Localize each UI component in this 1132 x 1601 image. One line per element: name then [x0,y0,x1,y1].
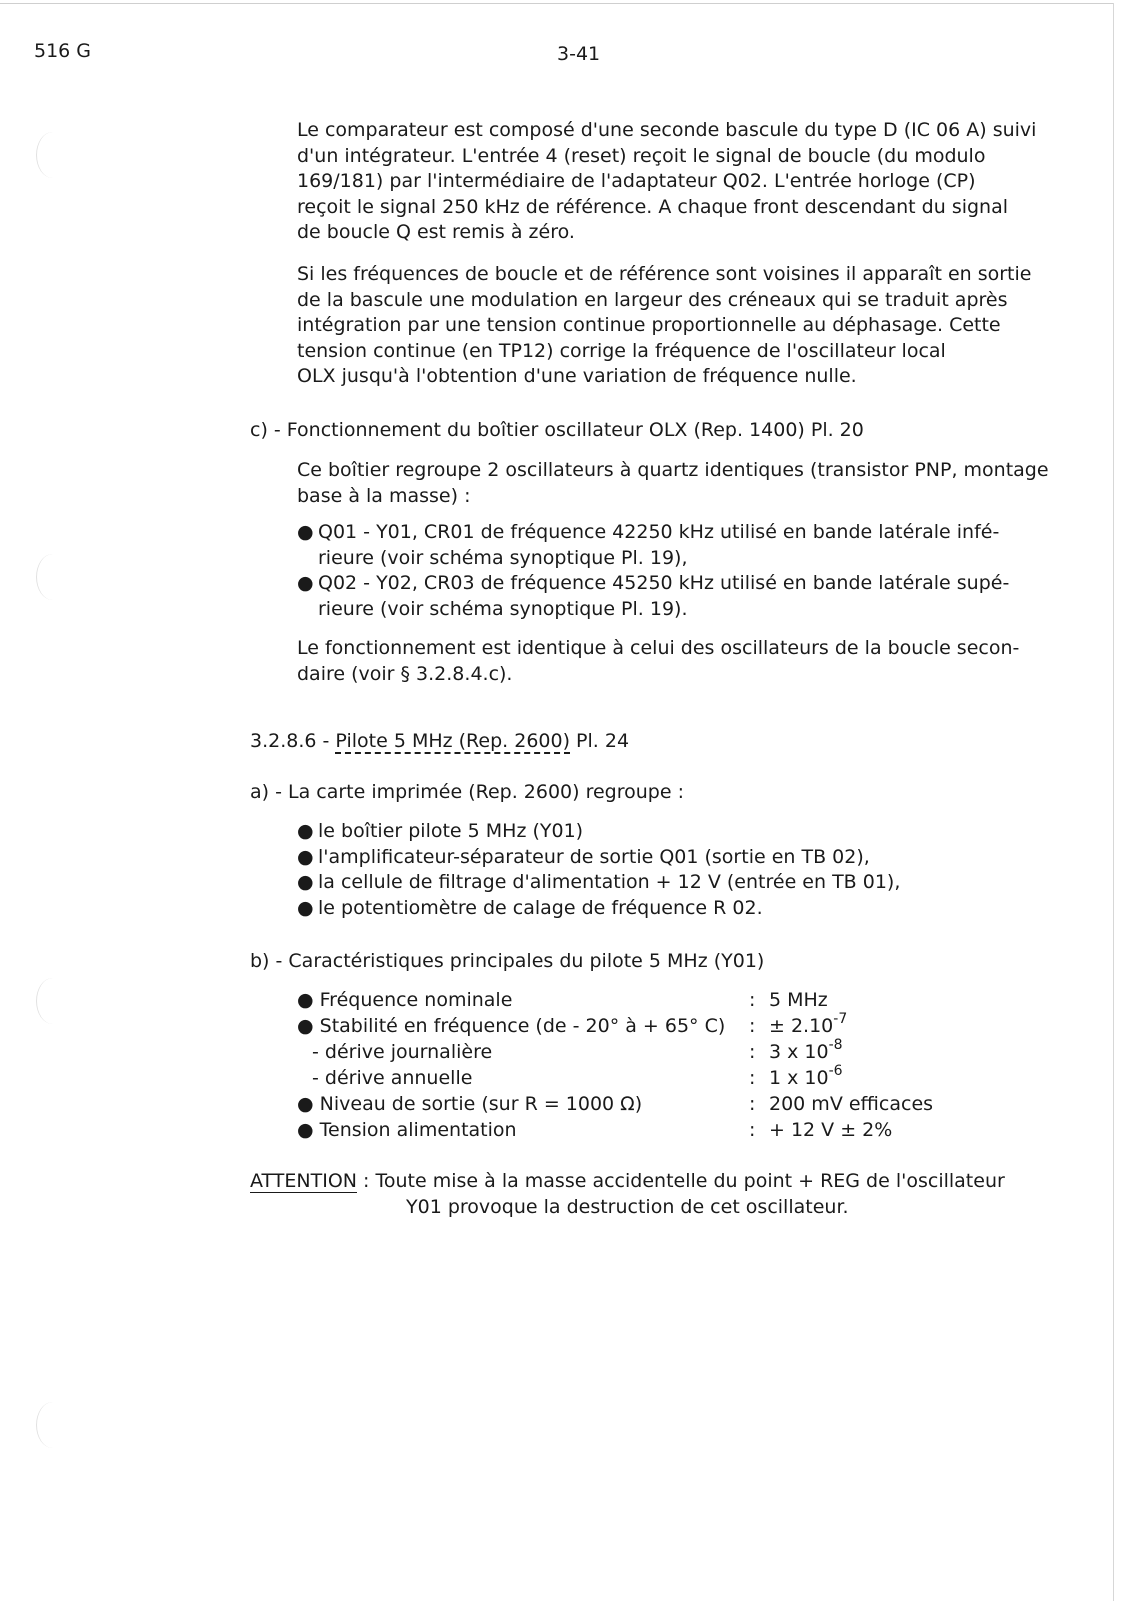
spec-exponent: -7 [833,1010,848,1027]
list-item-text: Q01 - Y01, CR01 de fréquence 42250 kHz utilisé en bande latérale infé- [318,521,1000,543]
spec-label [297,1093,642,1115]
spec-value-text: ± 2.10 [769,1015,834,1037]
list-item-text: Q02 - Y02, CR03 de fréquence 45250 kHz utilisé en bande latérale supé- [318,572,1010,594]
text-line: daire (voir § 3.2.8.4.c). [297,662,513,685]
spec-separator: : [749,1015,756,1037]
spec-label-text: Niveau de sortie (sur R = 1000 Ω) [319,1093,643,1115]
spec-label [312,1041,492,1063]
spec-label-text: Fréquence nominale [319,989,513,1011]
spec-label-text: Tension alimentation [319,1119,517,1141]
section-c-intro [297,458,1049,509]
section-plate-ref: Pl. 24 [576,730,630,752]
spec-label [312,1067,472,1089]
punch-hole-mark [36,554,69,600]
attention-line-1: Toute mise à la masse accidentelle du point + REG de l'oscillateur [375,1170,1005,1192]
bullet-icon: ● [297,1093,314,1115]
spec-value-text: + 12 V ± 2% [769,1119,893,1141]
list-item-text: l'amplificateur-séparateur de sortie Q01 (sortie en TB 02), [318,845,870,868]
bullet-icon: ● [297,989,314,1011]
spec-value [769,1036,843,1063]
spec-label-text: Stabilité en fréquence (de - 20° à + 65° C) [319,1015,726,1037]
spec-label-text: - dérive annuelle [312,1067,473,1089]
spec-exponent: -6 [828,1062,843,1079]
list-item [297,870,900,896]
spec-row [297,1010,997,1041]
text-line: Si les fréquences de boucle et de référence sont voisines il apparaît en sortie [297,263,1032,285]
spec-row [312,1062,1012,1093]
spec-value [769,989,828,1011]
spec-separator: : [749,1119,756,1141]
list-item-text: la cellule de filtrage d'alimentation + 12 V (entrée en TB 01), [318,871,901,893]
bullet-icon: ● [297,845,314,868]
spec-separator: : [749,1067,756,1089]
spec-row [297,1093,997,1119]
text-line: Le comparateur est composé d'une seconde bascule du type D (IC 06 A) suivi [297,119,1037,141]
spec-separator: : [749,1041,756,1063]
list-item [297,819,900,845]
bullet-icon: ● [297,896,314,919]
spec-row [297,989,997,1015]
spec-separator: : [749,989,756,1011]
subsection-a-heading: a) - La carte imprimée (Rep. 2600) regroupe : [250,781,684,803]
section-title: Pilote 5 MHz (Rep. 2600) [335,730,570,752]
attention-note [250,1170,1005,1192]
bullet-icon: ● [297,820,314,842]
text-line: Le fonctionnement est identique à celui des oscillateurs de la boucle secon- [297,637,1020,659]
list-item-continuation: rieure (voir schéma synoptique Pl. 19). [318,597,688,620]
bullet-icon: ● [297,871,314,893]
text-line: OLX jusqu'à l'obtention d'une variation de fréquence nulle. [297,365,857,387]
attention-line-2: Y01 provoque la destruction de cet oscillateur. [406,1196,849,1218]
section-c-outro [297,636,1019,687]
spec-label [297,1015,725,1037]
paragraph-comparator [297,118,1036,246]
spec-value-text: 3 x 10 [769,1041,829,1063]
section-3286-heading [250,730,629,752]
bullet-icon: ● [297,1119,314,1141]
text-line: tension continue (en TP12) corrige la fréquence de l'oscillateur local [297,339,946,362]
punch-hole-mark [36,132,69,178]
subsection-a-bullet-list [297,819,900,921]
spec-label [297,989,512,1011]
attention-separator: : [363,1170,370,1192]
spec-row [312,1036,1012,1067]
list-item [297,571,1009,597]
spec-value [769,1062,843,1089]
text-line: 169/181) par l'intermédiaire de l'adaptateur Q02. L'entrée horloge (CP) [297,170,976,192]
text-line: base à la masse) : [297,484,471,507]
bullet-icon: ● [297,521,314,543]
list-item [297,520,1009,546]
punch-hole-mark [36,1402,69,1448]
text-line: de la bascule une modulation en largeur des créneaux qui se traduit après [297,288,1008,311]
spec-value [769,1010,848,1037]
spec-row [297,1119,997,1145]
spec-label [297,1119,517,1141]
paragraph-frequency-loop [297,262,1031,390]
spec-value-text: 200 mV efficaces [769,1093,934,1115]
spec-label-text: - dérive journalière [312,1041,493,1063]
spec-value-text: 1 x 10 [769,1067,829,1089]
text-line: intégration par une tension continue proportionnelle au déphasage. Cette [297,314,1001,336]
list-item [297,896,900,922]
list-item-continuation: rieure (voir schéma synoptique Pl. 19), [318,546,688,569]
spec-value-text: 5 MHz [769,989,828,1011]
page-edge-top [0,3,1114,4]
subsection-b-heading: b) - Caractéristiques principales du pilote 5 MHz (Y01) [250,950,765,972]
bullet-icon: ● [297,1015,314,1037]
text-line: d'un intégrateur. L'entrée 4 (reset) reçoit le signal de boucle (du modulo [297,144,986,167]
spec-separator: : [749,1093,756,1115]
spec-value [769,1093,933,1115]
section-c-bullet-list [297,520,1009,622]
list-item [297,845,900,871]
section-c-heading: c) - Fonctionnement du boîtier oscillateur OLX (Rep. 1400) Pl. 20 [250,419,864,441]
spec-value [769,1119,892,1141]
page-number: 3-41 [557,43,601,65]
text-line: Ce boîtier regroupe 2 oscillateurs à quartz identiques (transistor PNP, montage [297,459,1049,481]
spec-exponent: -8 [828,1036,843,1053]
section-number: 3.2.8.6 - [250,730,330,752]
document-model: 516 G [34,40,92,62]
list-item-text: le potentiomètre de calage de fréquence R 02. [318,896,763,919]
list-item-text: le boîtier pilote 5 MHz (Y01) [318,820,584,842]
punch-hole-mark [36,978,69,1024]
bullet-icon: ● [297,572,314,594]
text-line: de boucle Q est remis à zéro. [297,221,575,243]
attention-label: ATTENTION [250,1170,357,1192]
page-edge-right [1113,3,1114,1601]
text-line: reçoit le signal 250 kHz de référence. A chaque front descendant du signal [297,195,1009,218]
